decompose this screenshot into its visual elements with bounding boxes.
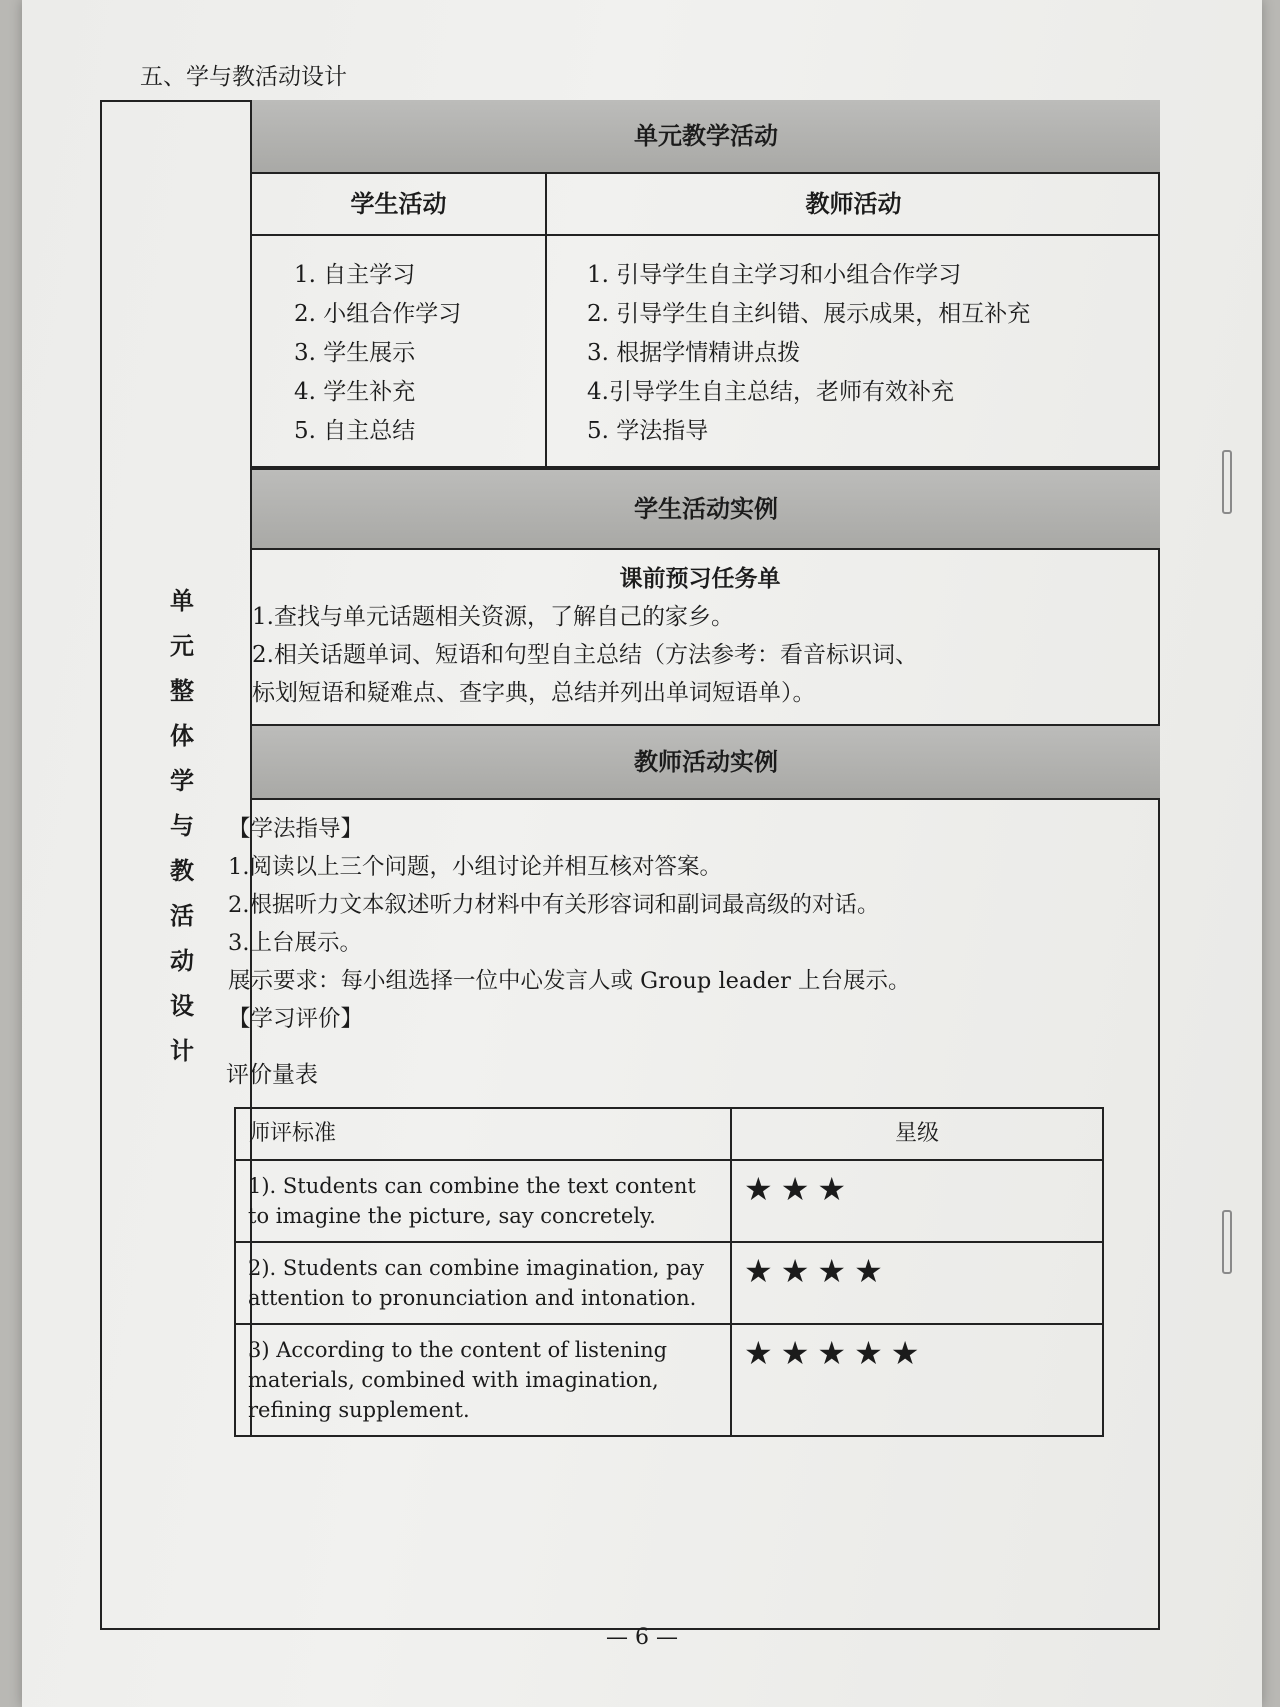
teacher-activities-column: [547, 174, 1160, 466]
student-item: 5. 自主总结: [294, 418, 416, 444]
student-example-line: 标划短语和疑难点、查字典，总结并列出单词短语单）。: [252, 680, 816, 706]
criteria-cell: 3) According to the content of listening materials, combined with imagination, refining supplement.: [235, 1324, 731, 1436]
vertical-char: 单: [170, 586, 194, 615]
teacher-item: 5. 学法指导: [587, 418, 709, 444]
student-activities-header: 学生活动: [252, 174, 545, 236]
student-activities-column: [252, 174, 547, 466]
guide-line: 展示要求：每小组选择一位中心发言人或 Group leader 上台展示。: [228, 968, 911, 994]
guide-line: 2.根据听力文本叙述听力材料中有关形容词和副词最高级的对话。: [228, 892, 880, 918]
teacher-activities-header: 教师活动: [547, 174, 1160, 236]
teacher-item: 1. 引导学生自主学习和小组合作学习: [587, 262, 962, 288]
vertical-char: 整: [170, 676, 194, 705]
vertical-char: 体: [170, 721, 194, 750]
criteria-cell: 2). Students can combine imagination, pay attention to pronunciation and intonation.: [235, 1242, 731, 1324]
vertical-char: 设: [170, 991, 194, 1020]
staple-bottom: [1222, 1210, 1232, 1274]
table-row: [235, 1160, 1103, 1242]
document-page: [22, 0, 1262, 1707]
guide-line: 3.上台展示。: [228, 930, 362, 956]
vertical-char: 活: [170, 901, 194, 930]
student-item: 3. 学生展示: [294, 340, 416, 366]
teacher-item: 3. 根据学情精讲点拨: [587, 340, 801, 366]
vertical-char: 与: [170, 811, 194, 840]
student-example-line: 2.相关话题单词、短语和句型自主总结（方法参考：看音标识词、: [252, 642, 918, 668]
table-row: [235, 1242, 1103, 1324]
unit-activities-title: 单元教学活动: [252, 100, 1160, 174]
vertical-char: 学: [170, 766, 194, 795]
teacher-example-block: [228, 800, 1160, 1038]
guide-line: 1.阅读以上三个问题，小组讨论并相互核对答案。: [228, 854, 722, 880]
student-example-line: 1.查找与单元话题相关资源，了解自己的家乡。: [252, 604, 734, 630]
content-column: [226, 100, 1160, 1437]
criteria-cell: 1). Students can combine the text content to imagine the picture, say concretely.: [235, 1160, 731, 1242]
evaluation-heading: 【学习评价】: [228, 1006, 364, 1032]
vertical-char: 动: [170, 946, 194, 975]
vertical-char: 计: [170, 1036, 194, 1065]
student-item: 1. 自主学习: [294, 262, 416, 288]
activities-table: [252, 174, 1160, 468]
stars-cell: ★★★★: [731, 1242, 1103, 1324]
teacher-item: 2. 引导学生自主纠错、展示成果，相互补充: [587, 301, 1031, 327]
rating-table: [234, 1107, 1104, 1437]
staple-top: [1222, 450, 1232, 514]
table-row: [235, 1324, 1103, 1436]
rating-scale-label: 评价量表: [226, 1062, 318, 1088]
student-example-block: [252, 550, 1160, 724]
preview-task-title: 课前预习任务单: [619, 565, 781, 592]
student-example-title: 学生活动实例: [252, 468, 1160, 550]
vertical-char: 教: [170, 856, 194, 885]
stars-cell: ★★★: [731, 1160, 1103, 1242]
page-number: — 6 —: [606, 1625, 678, 1650]
rating-table-header: [235, 1108, 1103, 1160]
guide-heading: 【学法指导】: [228, 816, 364, 842]
teacher-item: 4.引导学生自主总结，老师有效补充: [587, 379, 954, 405]
student-item: 4. 学生补充: [294, 379, 416, 405]
student-item: 2. 小组合作学习: [294, 301, 462, 327]
criteria-header: 师评标准: [235, 1108, 731, 1160]
stars-cell: ★★★★★: [731, 1324, 1103, 1436]
section-heading: 五、学与教活动设计: [140, 64, 347, 90]
teacher-example-title: 教师活动实例: [252, 724, 1160, 800]
vertical-label: [164, 578, 200, 1073]
vertical-char: 元: [170, 631, 194, 660]
stars-header: 星级: [731, 1108, 1103, 1160]
